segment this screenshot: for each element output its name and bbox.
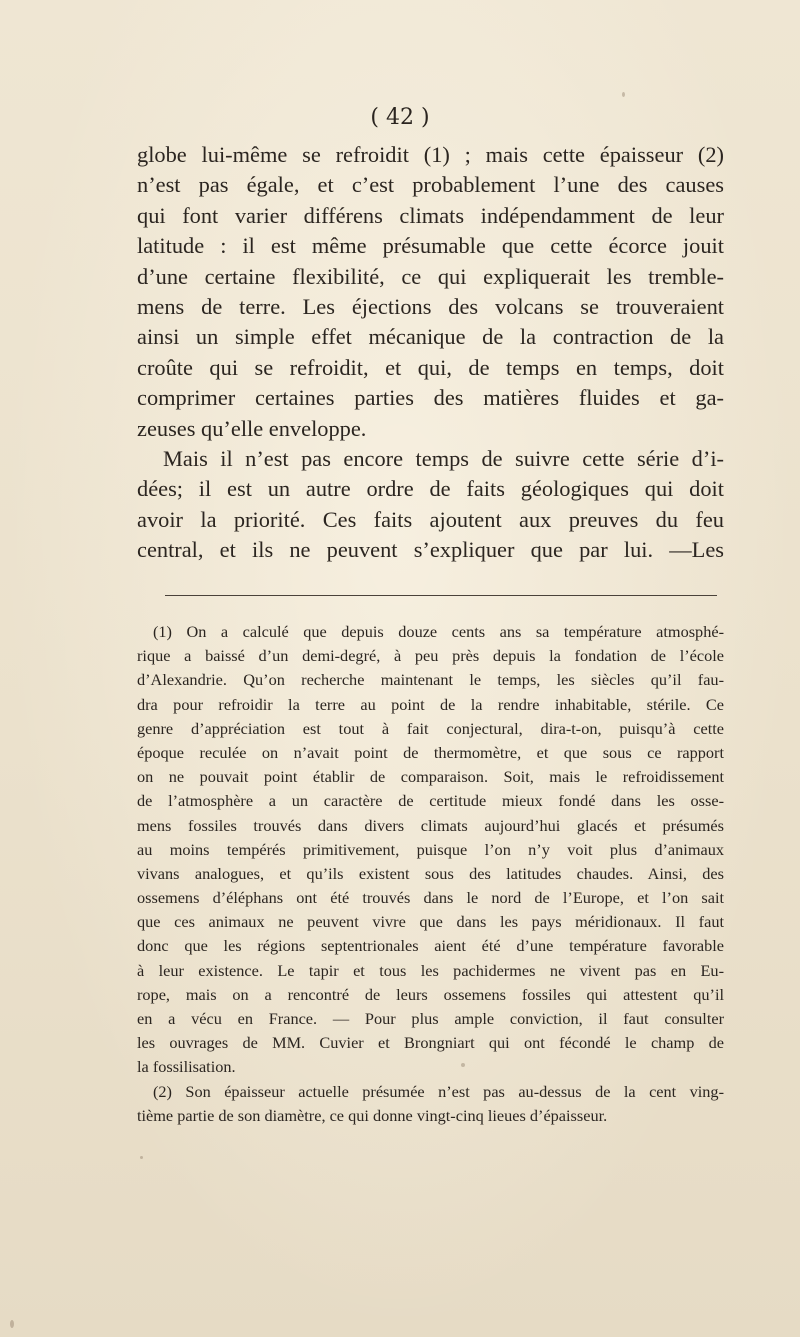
main-text-line: comprimer certaines parties des matières fluides et ga- xyxy=(137,385,724,411)
footnote-line: de l’atmosphère a un caractère de certitude mieux fondé dans les osse- xyxy=(137,791,724,811)
footnote-line: mens fossiles trouvés dans divers climats aujourd’hui glacés et présumés xyxy=(137,815,724,835)
footnote-separator xyxy=(165,595,717,596)
footnote-line: d’Alexandrie. Qu’on recherche maintenant le temps, les siècles qu’il fau- xyxy=(137,670,724,690)
footnote-line: vivans analogues, et qu’ils existent sous des latitudes chaudes. Ainsi, des xyxy=(137,863,724,883)
footnote-line: les ouvrages de MM. Cuvier et Brongniart qui ont fécondé le champ de xyxy=(137,1033,724,1053)
main-text-line: n’est pas égale, et c’est probablement l’une des causes xyxy=(137,172,724,198)
footnote-line: rique a baissé d’un demi-degré, à peu près depuis la fondation de l’école xyxy=(137,646,724,666)
footnote-line: en a vécu en France. — Pour plus ample conviction, il faut consulter xyxy=(137,1009,724,1028)
main-text-line: croûte qui se refroidit, et qui, de temps en temps, doit xyxy=(137,354,724,380)
footnote-line: (1) On a calculé que depuis douze cents ans sa température atmosphé- xyxy=(153,622,724,641)
footnote-line: rope, mais on a rencontré de leurs ossemens fossiles qui attestent qu’il xyxy=(137,984,724,1004)
paper-speck xyxy=(140,1156,143,1159)
footnotes-block xyxy=(137,620,724,1128)
main-text-line: d’une certaine flexibilité, ce qui expliquerait les tremble- xyxy=(137,263,724,289)
page-number: ( 42 ) xyxy=(370,105,430,130)
main-text-line: globe lui-même se refroidit (1) ; mais cette épaisseur (2) xyxy=(137,142,724,167)
main-text-line: zeuses qu’elle enveloppe. xyxy=(137,415,367,441)
main-text-block xyxy=(137,140,724,565)
footnote-line: (2) Son épaisseur actuelle présumée n’est pas au-dessus de la cent ving- xyxy=(153,1081,724,1101)
paper-speck xyxy=(461,1063,465,1067)
footnote-line: au moins tempérés primitivement, puisque l’on n’y voit plus d’animaux xyxy=(137,839,724,859)
footnote-line: dra pour refroidir la terre au point de la rendre inhabitable, stérile. Ce xyxy=(137,694,724,714)
footnote-line: donc que les régions septentrionales aient été d’une température favorable xyxy=(137,936,724,956)
footnote-line: époque reculée on n’avait point de thermomètre, et que sous ce rapport xyxy=(137,742,724,762)
footnote-line: que ces animaux ne peuvent vivre que dans les pays méridionaux. Il faut xyxy=(137,912,724,932)
footnote-line: la fossilisation. xyxy=(137,1057,236,1077)
paper-speck xyxy=(622,92,625,97)
main-text-line: central, et ils ne peuvent s’expliquer que par lui. —Les xyxy=(137,537,724,563)
main-text-line: latitude : il est même présumable que cette écorce jouit xyxy=(137,233,724,259)
footnote-line: tième partie de son diamètre, ce qui donne vingt-cinq lieues d’épaisseur. xyxy=(137,1105,608,1125)
footnote-line: à leur existence. Le tapir et tous les pachidermes ne vivent pas en Eu- xyxy=(137,960,724,980)
main-text-line: Mais il n’est pas encore temps de suivre cette série d’i- xyxy=(163,445,724,471)
paper-speck xyxy=(10,1320,14,1328)
main-text-line: ainsi un simple effet mécanique de la contraction de la xyxy=(137,324,724,350)
footnote-line: genre d’appréciation est tout à fait conjectural, dira-t-on, puisqu’à cette xyxy=(137,718,724,738)
main-text-line: avoir la priorité. Ces faits ajoutent aux preuves du feu xyxy=(137,506,724,532)
main-text-line: dées; il est un autre ordre de faits géologiques qui doit xyxy=(137,476,724,502)
footnote-line: on ne pouvait point établir de comparaison. Soit, mais le refroidissement xyxy=(137,767,724,787)
main-text-line: mens de terre. Les éjections des volcans se trouveraient xyxy=(137,293,724,319)
footnote-line: ossemens d’éléphans ont été trouvés dans le nord de l’Europe, et l’on sait xyxy=(137,888,724,908)
main-text-line: qui font varier différens climats indépendamment de leur xyxy=(137,202,724,228)
